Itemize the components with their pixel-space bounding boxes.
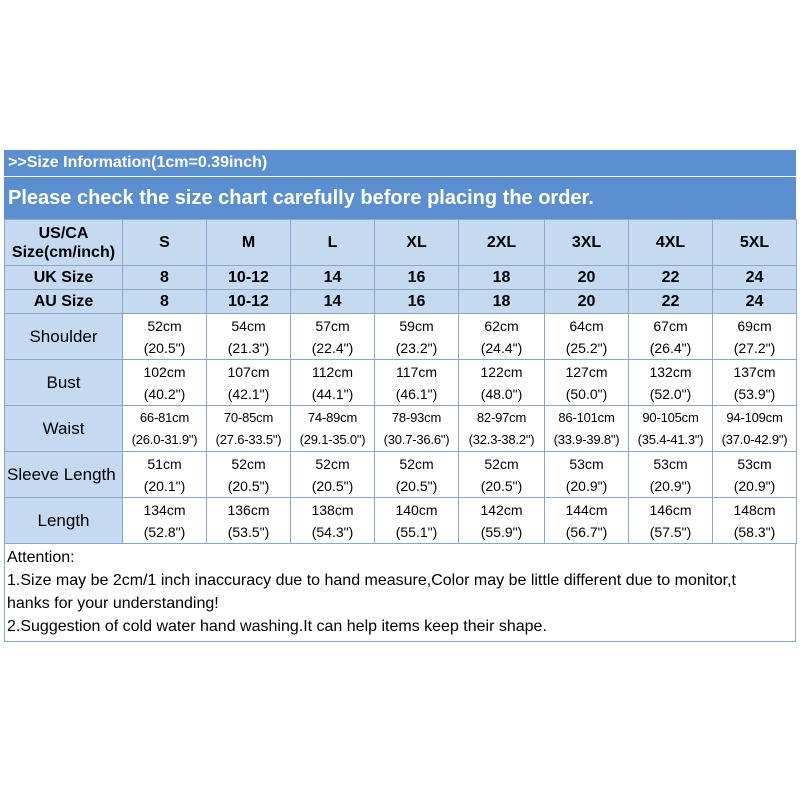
measurement-cell (629, 452, 713, 498)
measurement-cm: 86-101cm (558, 409, 615, 425)
size-cell: 16 (375, 290, 459, 314)
size-row-label (5, 220, 123, 266)
size-chart (4, 150, 796, 642)
measurement-inch: (20.9") (733, 477, 776, 494)
measurement-label: Waist (5, 406, 123, 452)
size-cell: 20 (545, 266, 629, 290)
measurement-inch: (46.1") (395, 385, 438, 402)
measurement-cell (713, 360, 797, 406)
measurement-inch: (26.4") (649, 339, 692, 356)
measurement-cm: 57cm (315, 317, 350, 334)
measurement-inch: (20.1") (143, 477, 186, 494)
measurement-cm: 122cm (480, 363, 523, 380)
measurement-cell (375, 314, 459, 360)
measurement-inch: (26.0-31.9") (131, 431, 198, 447)
measurement-inch: (44.1") (311, 385, 354, 402)
measurement-cell (291, 452, 375, 498)
measurement-inch: (20.5") (143, 339, 186, 356)
size-cell: M (207, 220, 291, 266)
measurement-label: Sleeve Length (5, 452, 123, 498)
measurement-inch: (50.0") (565, 385, 608, 402)
size-cell: 14 (291, 290, 375, 314)
measurement-cm: 146cm (649, 501, 692, 518)
measurement-cm: 52cm (147, 317, 182, 334)
measurement-cm: 54cm (231, 317, 266, 334)
measurement-inch: (32.3-38.2") (468, 431, 535, 447)
measurement-cell (629, 314, 713, 360)
measurement-cell (713, 406, 797, 452)
size-cell: 5XL (713, 220, 797, 266)
measurement-label: Length (5, 498, 123, 544)
size-row (5, 220, 797, 266)
measurement-cm: 67cm (653, 317, 688, 334)
measurement-inch: (20.5") (311, 477, 354, 494)
order-notice: Please check the size chart carefully before placing the order. (4, 176, 796, 219)
measurement-inch: (33.9-39.8") (553, 431, 620, 447)
size-cell: 4XL (629, 220, 713, 266)
measurement-cm: 82-97cm (476, 409, 527, 425)
measurement-cell (629, 406, 713, 452)
measurement-inch: (53.5") (227, 523, 270, 540)
attention-notes (4, 544, 796, 642)
measurement-inch: (35.4-41.3") (637, 431, 704, 447)
measurement-cell (291, 314, 375, 360)
measurement-inch: (53.9") (733, 385, 776, 402)
measurement-cell (459, 314, 545, 360)
measurement-cell (207, 360, 291, 406)
measurement-cm: 53cm (569, 455, 604, 472)
size-row-label-line: AU Size (33, 293, 94, 310)
measurement-cell (713, 314, 797, 360)
measurement-inch: (24.4") (480, 339, 523, 356)
size-cell: 22 (629, 266, 713, 290)
measurement-inch: (22.4") (311, 339, 354, 356)
measurement-cell (629, 498, 713, 544)
measurement-cell (207, 406, 291, 452)
measurement-cell (291, 498, 375, 544)
measurement-cell (375, 406, 459, 452)
measurement-cm: 78-93cm (391, 409, 442, 425)
size-info-header: >>Size Information(1cm=0.39inch) (4, 150, 796, 176)
measurement-inch: (27.6-33.5") (215, 431, 282, 447)
measurement-cell (123, 360, 207, 406)
measurement-cell (207, 452, 291, 498)
measurement-inch: (40.2") (143, 385, 186, 402)
measurement-cell (291, 360, 375, 406)
measurement-inch: (57.5") (649, 523, 692, 540)
size-cell: 8 (123, 290, 207, 314)
size-cell: XL (375, 220, 459, 266)
measurement-cm: 112cm (312, 363, 353, 380)
measurement-cm: 52cm (231, 455, 266, 472)
measurement-cm: 102cm (143, 363, 186, 380)
measurement-cm: 107cm (227, 363, 270, 380)
measurement-cell (545, 314, 629, 360)
size-table (4, 219, 797, 544)
size-cell: 22 (629, 290, 713, 314)
measurement-cell (545, 406, 629, 452)
measurement-inch: (55.1") (395, 523, 438, 540)
measurement-inch: (48.0") (480, 385, 523, 402)
measurement-row (5, 452, 797, 498)
measurement-inch: (20.5") (227, 477, 270, 494)
size-cell: 18 (459, 266, 545, 290)
measurement-cm: 94-109cm (726, 409, 783, 425)
size-cell: 10-12 (207, 290, 291, 314)
measurement-cm: 137cm (733, 363, 776, 380)
measurement-cm: 144cm (565, 501, 608, 518)
measurement-cell (629, 360, 713, 406)
measurement-cm: 127cm (565, 363, 608, 380)
measurement-cell (459, 360, 545, 406)
measurement-cell (545, 498, 629, 544)
measurement-inch: (52.8") (143, 523, 186, 540)
measurement-cm: 52cm (399, 455, 434, 472)
measurement-inch: (20.9") (565, 477, 608, 494)
measurement-cm: 64cm (569, 317, 604, 334)
measurement-cell (123, 314, 207, 360)
measurement-cm: 90-105cm (642, 409, 699, 425)
measurement-inch: (56.7") (565, 523, 608, 540)
measurement-inch: (42.1") (227, 385, 270, 402)
attention-line: 1.Size may be 2cm/1 inch inaccuracy due to hand measure,Color may be little different due to monitor,t (7, 572, 736, 589)
measurement-cm: 134cm (143, 501, 186, 518)
measurement-cm: 66-81cm (139, 409, 190, 425)
measurement-cm: 59cm (399, 317, 434, 334)
size-cell: 3XL (545, 220, 629, 266)
attention-line: hanks for your understanding! (7, 595, 219, 612)
size-row-label (5, 266, 123, 290)
measurement-cell (545, 452, 629, 498)
measurement-cm: 52cm (484, 455, 519, 472)
measurement-cell (375, 498, 459, 544)
measurement-inch: (55.9") (480, 523, 523, 540)
measurement-cm: 51cm (147, 455, 182, 472)
measurement-cm: 138cm (311, 501, 354, 518)
size-row-label-line: Size(cm/inch) (11, 243, 116, 261)
measurement-cell (123, 452, 207, 498)
measurement-cell (545, 360, 629, 406)
size-cell: 10-12 (207, 266, 291, 290)
measurement-inch: (21.3") (227, 339, 270, 356)
size-cell: 14 (291, 266, 375, 290)
size-cell: 16 (375, 266, 459, 290)
attention-title: Attention: (7, 549, 75, 566)
measurement-inch: (52.0") (649, 385, 692, 402)
measurement-inch: (25.2") (565, 339, 608, 356)
measurement-inch: (20.9") (649, 477, 692, 494)
measurement-cell (459, 452, 545, 498)
measurement-cm: 132cm (649, 363, 692, 380)
size-cell: 24 (713, 290, 797, 314)
measurement-row (5, 314, 797, 360)
measurement-inch: (20.5") (395, 477, 438, 494)
size-cell: 18 (459, 290, 545, 314)
measurement-cm: 62cm (484, 317, 519, 334)
measurement-label: Bust (5, 360, 123, 406)
measurement-cm: 140cm (395, 501, 438, 518)
size-cell: 2XL (459, 220, 545, 266)
size-row-label-line: UK Size (33, 269, 94, 286)
size-cell: 24 (713, 266, 797, 290)
measurement-cm: 53cm (737, 455, 772, 472)
size-cell: S (123, 220, 207, 266)
measurement-inch: (30.7-36.6") (383, 431, 450, 447)
measurement-inch: (23.2") (395, 339, 438, 356)
measurement-cell (207, 314, 291, 360)
measurement-cell (291, 406, 375, 452)
measurement-inch: (20.5") (480, 477, 523, 494)
size-cell: L (291, 220, 375, 266)
measurement-inch: (37.0-42.9") (721, 431, 788, 447)
size-row-label-line: US/CA (38, 224, 89, 242)
measurement-cell (459, 406, 545, 452)
measurement-inch: (27.2") (733, 339, 776, 356)
measurement-cell (375, 360, 459, 406)
measurement-cell (713, 452, 797, 498)
measurement-row (5, 360, 797, 406)
size-row (5, 290, 797, 314)
measurement-inch: (54.3") (311, 523, 354, 540)
size-cell: 8 (123, 266, 207, 290)
measurement-cm: 117cm (396, 363, 437, 380)
measurement-cm: 136cm (227, 501, 270, 518)
measurement-cm: 69cm (737, 317, 772, 334)
measurement-cm: 53cm (653, 455, 688, 472)
size-row-label (5, 290, 123, 314)
size-cell: 20 (545, 290, 629, 314)
measurement-cell (459, 498, 545, 544)
measurement-cm: 70-85cm (223, 409, 274, 425)
measurement-cm: 74-89cm (307, 409, 358, 425)
measurement-cm: 52cm (315, 455, 350, 472)
measurement-cell (123, 498, 207, 544)
measurement-row (5, 406, 797, 452)
measurement-label: Shoulder (5, 314, 123, 360)
measurement-inch: (29.1-35.0") (299, 431, 366, 447)
measurement-cell (713, 498, 797, 544)
measurement-inch: (58.3") (733, 523, 776, 540)
measurement-cell (207, 498, 291, 544)
attention-line: 2.Suggestion of cold water hand washing.It can help items keep their shape. (7, 618, 547, 635)
measurement-cm: 148cm (733, 501, 776, 518)
measurement-cm: 142cm (480, 501, 523, 518)
measurement-cell (123, 406, 207, 452)
measurement-cell (375, 452, 459, 498)
measurement-row (5, 498, 797, 544)
size-row (5, 266, 797, 290)
